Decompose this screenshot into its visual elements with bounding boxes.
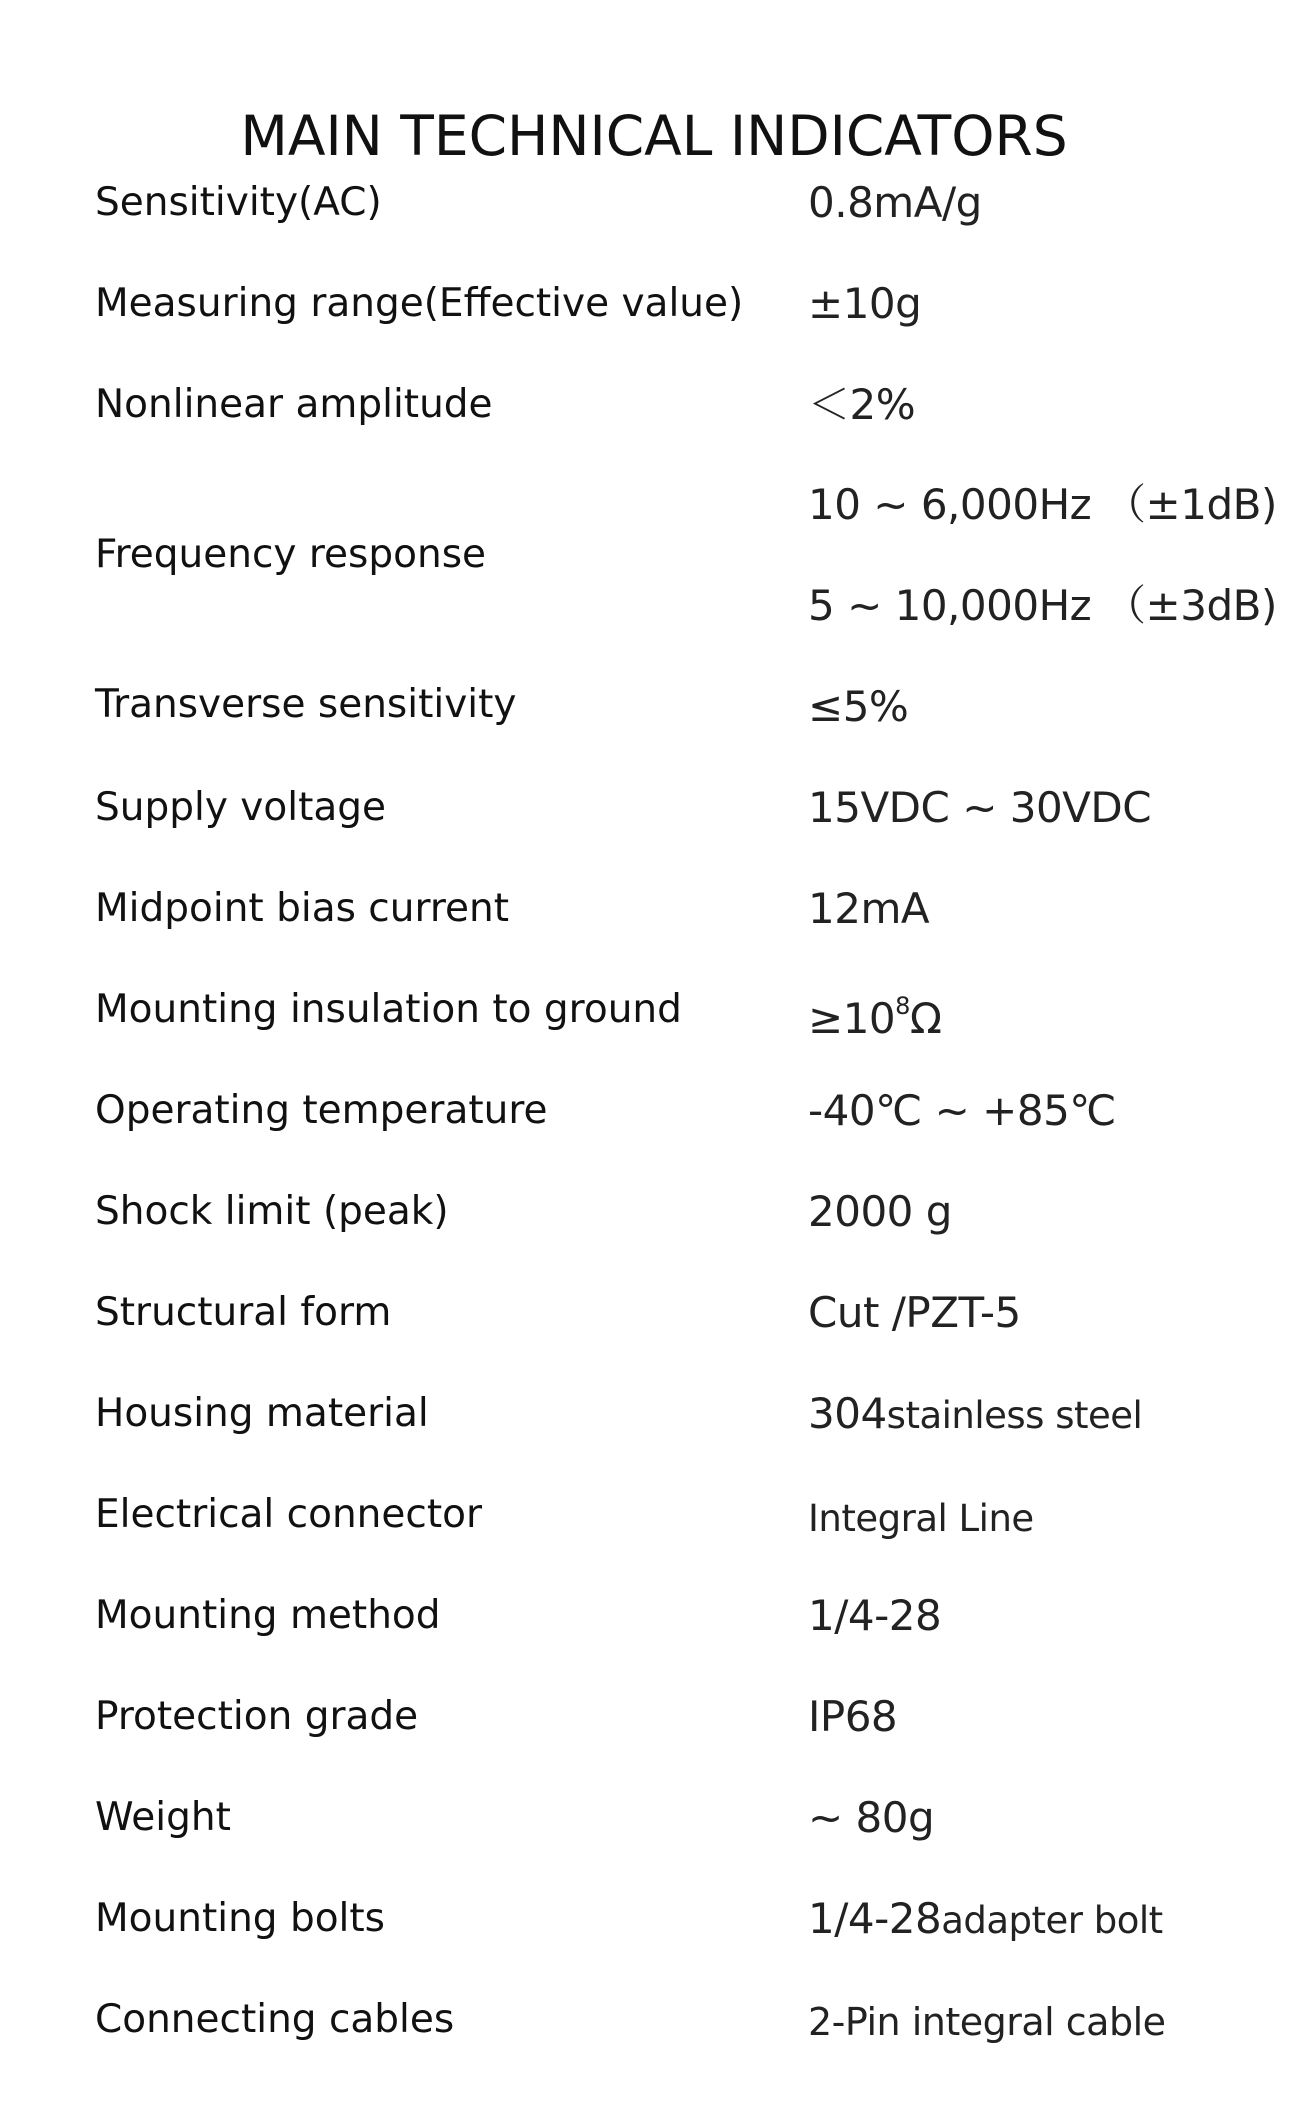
- spec-value: ~ 80g: [808, 1793, 935, 1842]
- spec-value: 2000 g: [808, 1187, 952, 1236]
- spec-value: 1/4-28: [808, 1591, 942, 1640]
- spec-label: Mounting bolts: [95, 1896, 386, 1941]
- spec-label: Midpoint bias current: [95, 886, 509, 931]
- spec-label: Frequency response: [95, 532, 487, 577]
- spec-value-main: 1/4-28: [808, 1894, 942, 1943]
- spec-value: IP68: [808, 1692, 898, 1741]
- spec-value: -40℃ ~ +85℃: [808, 1086, 1116, 1135]
- spec-value-main: 304: [808, 1389, 887, 1438]
- spec-label: Weight: [95, 1795, 231, 1840]
- spec-label: Measuring range(Effective value): [95, 281, 744, 326]
- spec-label: Structural form: [95, 1290, 392, 1335]
- spec-value: 15VDC ~ 30VDC: [808, 783, 1152, 832]
- spec-label: Sensitivity(AC): [95, 180, 382, 225]
- spec-label: Transverse sensitivity: [95, 682, 517, 727]
- page-title: MAIN TECHNICAL INDICATORS: [240, 103, 1068, 168]
- spec-value-detail: adapter bolt: [941, 1899, 1163, 1942]
- spec-value: Integral Line: [808, 1497, 1034, 1540]
- spec-label: Mounting method: [95, 1593, 441, 1638]
- spec-value: 12mA: [808, 884, 930, 933]
- spec-value: ±10g: [808, 279, 922, 328]
- spec-value-prefix: ≥10: [808, 994, 896, 1043]
- spec-label: Mounting insulation to ground: [95, 987, 682, 1032]
- spec-value: Cut /PZT-5: [808, 1288, 1021, 1337]
- spec-value: ≤5%: [808, 682, 909, 731]
- spec-label: Connecting cables: [95, 1997, 455, 2042]
- spec-value-exponent: 8: [895, 992, 910, 1020]
- spec-value: [808, 1389, 1142, 1441]
- spec-value: 2-Pin integral cable: [808, 2000, 1166, 2044]
- spec-value-detail: stainless steel: [886, 1394, 1143, 1437]
- spec-value: ＜2%: [808, 380, 916, 429]
- spec-value: [808, 1894, 1163, 1946]
- spec-label: Electrical connector: [95, 1492, 483, 1537]
- spec-label: Shock limit (peak): [95, 1189, 449, 1234]
- spec-label: Operating temperature: [95, 1088, 548, 1133]
- spec-value-line2: 5 ~ 10,000Hz （±3dB): [808, 581, 1277, 630]
- spec-value-line1: 10 ~ 6,000Hz （±1dB): [808, 480, 1277, 529]
- spec-value: 0.8mA/g: [808, 178, 982, 227]
- spec-value-suffix: Ω: [909, 994, 942, 1043]
- spec-value: [808, 985, 942, 1044]
- spec-label: Housing material: [95, 1391, 429, 1436]
- spec-label: Protection grade: [95, 1694, 419, 1739]
- spec-label: Supply voltage: [95, 785, 387, 830]
- spec-label: Nonlinear amplitude: [95, 382, 493, 427]
